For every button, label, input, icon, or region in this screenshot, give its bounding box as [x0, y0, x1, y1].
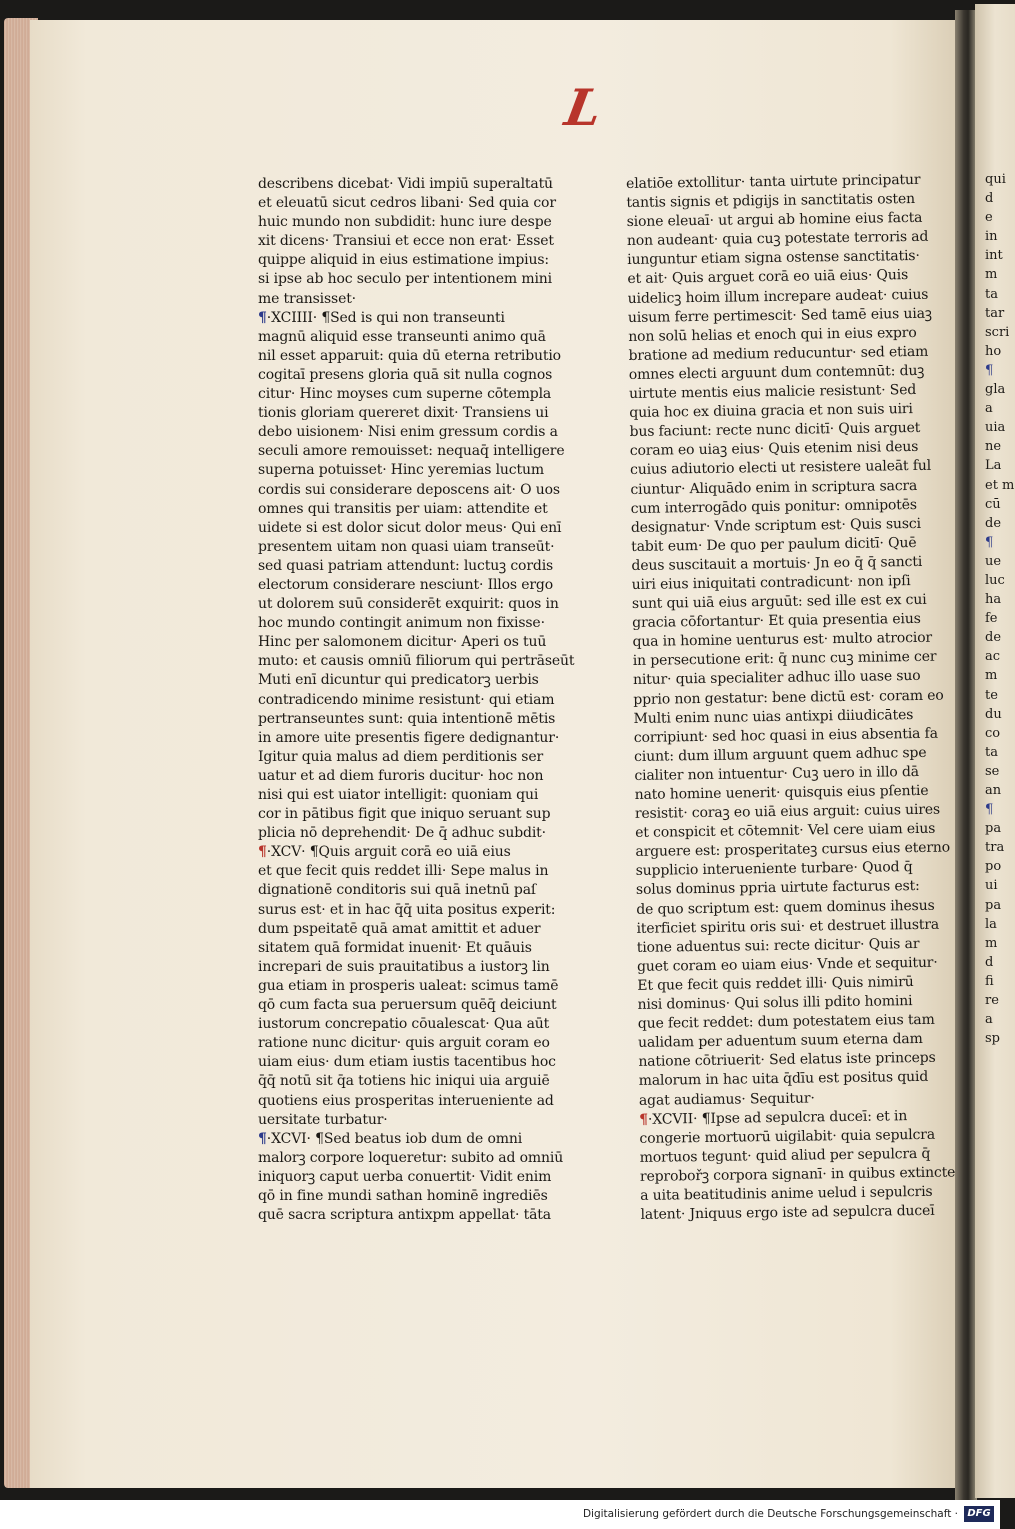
margin-fragment: ta: [985, 286, 998, 302]
text-line: tionis gloriam quereret dixit· Transiens ui: [258, 405, 549, 422]
text-line: uiri eius iniquitati contradicunt· non ipſi: [631, 573, 911, 593]
text-column-left: [258, 175, 575, 1225]
pilcrow-mark: ¶: [258, 1130, 267, 1147]
margin-fragment: du: [985, 706, 1002, 722]
text-line: me transisset·: [258, 290, 356, 307]
text-line: uidelicꝫ hoim illum increpare audeat· cuius: [627, 286, 929, 307]
text-line: cordis sui considerare deposcens ait· O uos: [258, 481, 560, 498]
text-line: uisum ferre pertimescit· Sed tamē eius uiaꝫ: [627, 305, 932, 326]
pilcrow-mark: ¶: [258, 844, 267, 861]
text-line: nisi qui est uiator intelligit: quoniam qui: [258, 787, 539, 803]
text-line: surus est· et in hac q̄q̄ uita positus experit:: [258, 901, 556, 918]
text-line: nato homine uenerit· quisquis eius pſentie: [634, 782, 929, 803]
text-line: ciuntur· Aliquādo enim in scriptura sacra: [630, 477, 918, 498]
footer-credit: Digitalisierung gefördert durch die Deutsche Forschungsgemeinschaft ·: [582, 1508, 958, 1520]
text-line: seculi amore remouisset: nequaq̄ intelligere: [258, 443, 565, 460]
gutter-shadow: [955, 10, 977, 1500]
text-line: Multi enim nunc uias antixpi diiudicātes: [633, 706, 914, 727]
margin-fragment: fi: [985, 973, 994, 989]
text-line: coram eo uiaꝫ eius· Quis etenim nisi deus: [629, 439, 919, 460]
text-line: gracia cōfortantur· Et quia presentia eius: [632, 611, 921, 632]
pilcrow-mark: ¶: [639, 1111, 649, 1128]
text-line: et eleuatū sicut cedros libani· Sed quia cor: [258, 195, 556, 212]
text-line: ut dolorem suū considerēt exquirit: quos in: [258, 596, 559, 613]
text-line: debo uisionem· Nisi enim gressum cordis a: [258, 424, 558, 441]
margin-fragment: gla: [985, 382, 1006, 398]
chapter-heading-text: ·XCVI· ¶Sed beatus iob dum de omni: [266, 1130, 523, 1147]
text-line: uersitate turbatur·: [258, 1111, 388, 1128]
text-line: iunguntur etiam signa ostense sanctitatis·: [627, 248, 920, 269]
text-line: sitatem quā formidat inuenit· Et quāuis: [258, 939, 532, 956]
text-line: plicia nō deprehendit· De q̄ adhuc subdit·: [258, 825, 546, 842]
text-line: electorum considerare nesciunt· Illos ergo: [258, 576, 554, 593]
text-line: dum pspeitatē quā amat amittit et aduer: [258, 920, 541, 937]
pilcrow-mark: ¶: [258, 309, 267, 326]
margin-fragment: ac: [985, 649, 1001, 665]
text-line: ualidam per aduentum suum eterna dam: [638, 1031, 923, 1052]
chapter-heading-text: ·XCVII· ¶Ipse ad sepulcra duceī: et in: [647, 1107, 908, 1128]
text-line: qō cum facta sua peruersum quēq̄ deiciunt: [258, 997, 557, 1014]
text-line: de quo scriptum est: quem dominus ihesus: [636, 897, 935, 918]
margin-fragment: ¶: [985, 362, 994, 378]
text-line: citur· Hinc moyses cum superne cōtempla: [258, 386, 552, 403]
text-line: q̄q̄ notū sit q̄a totiens hic iniqui uia arguiē: [258, 1073, 550, 1090]
margin-fragment: an: [985, 783, 1002, 798]
text-line: presentem uitam non quasi uiam transeūt·: [258, 538, 555, 555]
margin-fragment: uia: [985, 420, 1006, 436]
text-line: reprobořꝫ corpora signanī· in quibus extincte: [639, 1164, 956, 1185]
chapter-heading-text: ·XCV· ¶Quis arguit corā eo uiā eius: [266, 844, 511, 861]
margin-fragment: qui: [985, 172, 1006, 187]
text-line: xit dicens· Transiui et ecce non erat· Esset: [258, 233, 554, 250]
text-line: si ipse ab hoc seculo per intentionem mini: [258, 271, 552, 288]
text-line: contradicendo minime resistunt· qui etiam: [258, 691, 555, 708]
text-line: dignationē conditoris sui quā inetnū paſ: [258, 882, 536, 899]
text-line: iustorum concrepatio cōualescat· Qua aūt: [258, 1016, 550, 1033]
text-line: a uita beatitudinis anime uelud i sepulcris: [640, 1183, 933, 1204]
text-line: quotiens eius prosperitas interueniente ad: [258, 1092, 554, 1109]
text-line: omnes electi arguunt dum contemnūt: duꝫ: [628, 362, 925, 383]
text-line: Muti enī dicuntur qui predicatorꝫ uerbis: [258, 672, 539, 689]
margin-fragment: ¶: [985, 534, 994, 550]
text-line: uiam eius· dum etiam iustis tacentibus hoc: [258, 1054, 556, 1071]
text-line: sed quasi patriam attendunt: luctuꝫ cordis: [258, 557, 554, 574]
text-line: muto: et causis omniū filiorum qui pertrāseūt: [258, 653, 575, 670]
margin-fragment: e: [985, 210, 993, 226]
text-line: magnū aliquid esse transeunti animo quā: [258, 328, 546, 345]
text-column-right: [626, 171, 956, 1225]
text-line: bratione ad medium reducuntur· sed etiam: [628, 343, 929, 364]
text-line: iterficiet spiritu oris sui· et destruet illustra: [636, 916, 940, 937]
margin-fragment: co: [985, 725, 1001, 741]
margin-fragment: tar: [985, 305, 1005, 321]
text-line: nitur· quia specialiter adhuc illo uase suo: [632, 668, 921, 689]
margin-fragment: ¶: [985, 802, 994, 818]
text-line: arguere est: prosperitateꝫ cursus eius eterno: [635, 839, 951, 861]
text-line: Et que fecit quis reddet illi· Quis nimirū: [637, 974, 914, 994]
margin-fragment: d: [985, 954, 994, 970]
text-line: ciunt: dum illum arguunt quem adhuc spe: [634, 744, 927, 765]
margin-fragment: ta: [985, 744, 998, 760]
margin-fragment: La: [985, 458, 1002, 474]
text-line: cogitaī presens gloria quā sit nulla cognos: [258, 366, 553, 383]
text-line: tione aduentus sui: recte dicitur· Quis ar: [636, 935, 920, 956]
margin-fragment: ne: [985, 439, 1002, 455]
text-line: solus dominus ppria uirtute facturus est:: [635, 878, 920, 899]
text-line: describens dicebat· Vidi impiū superaltatū: [258, 176, 553, 192]
margin-fragment: in: [985, 229, 998, 245]
margin-fragment: re: [985, 993, 999, 1009]
text-line: nil esset apparuit: quia dū eterna retributio: [258, 347, 561, 364]
margin-fragment: m: [985, 668, 998, 684]
text-line: guet coram eo uiam eius· Vnde et sequitur·: [636, 954, 938, 975]
text-line: elatiōe extollitur· tanta uirtute principatur: [626, 171, 921, 192]
margin-fragment: pa: [985, 897, 1002, 913]
text-line: superna potuisset· Hinc yeremias luctum: [258, 462, 544, 479]
text-line: et conspicit et cōtemnit· Vel cere uiam eius: [635, 820, 936, 842]
text-line: sunt qui uiā eius arguūt: sed ille est ex cui: [631, 591, 927, 613]
text-line: agat audiamus· Sequitur·: [638, 1089, 815, 1109]
margin-fragment: m: [985, 935, 998, 951]
text-line: bus faciunt: recte nunc dicitī· Quis arguet: [629, 420, 921, 441]
margin-fragment: de: [985, 515, 1002, 531]
margin-fragment: ue: [985, 553, 1002, 569]
text-line: quippe aliquid in eius estimatione impius:: [258, 252, 549, 269]
margin-fragment: pa: [985, 821, 1002, 837]
text-line: mortuos tegunt· quid aliud per sepulcra q̄: [639, 1145, 931, 1166]
margin-fragment: int: [985, 248, 1003, 264]
text-line: sione eleuaī· ut argui ab homine eius facta: [626, 210, 923, 231]
text-line: et ait· Quis arguet corā eo uiā eius· Quis: [627, 267, 909, 288]
text-line: iniquorꝫ caput uerba conuertit· Vidit enim: [258, 1168, 552, 1185]
margin-fragment: ui: [985, 878, 998, 894]
text-line: uatur et ad diem furoris ducitur· hoc non: [258, 767, 544, 784]
text-line: uirtute mentis eius malicie resistunt· Sed: [628, 382, 917, 403]
text-line: [258, 1130, 568, 1149]
margin-fragment: luc: [985, 572, 1005, 588]
text-line: tabit eum· De quo per paulum dicitī· Quē: [631, 534, 917, 555]
margin-fragment: se: [985, 763, 1000, 779]
margin-fragment: m: [985, 267, 998, 283]
text-line: gua etiam in prosperis ualeat: scimus tamē: [258, 977, 559, 994]
text-line: non audeant· quia cuꝫ potestate terroris ad: [626, 229, 929, 250]
text-line: in amore uite presentis figere dedignantur·: [258, 729, 560, 746]
margin-fragment: ha: [985, 592, 1002, 608]
text-line: corripiunt· sed hoc quasi in eius absentia fa: [633, 725, 938, 746]
text-line: cuius adiutorio electi ut resistere ualeāt ful: [630, 458, 932, 479]
next-page-margin-text: [985, 170, 1015, 1048]
text-line: qō in fine mundi sathan hominē ingrediēs: [258, 1187, 548, 1204]
text-line: cum interrogādo quis ponitur: omnipotēs: [630, 496, 918, 517]
margin-fragment: la: [985, 916, 997, 932]
text-line: huic mundo non subdidit: hunc iure despe: [258, 214, 552, 231]
text-line: nisi dominus· Qui solus illi pdito homini: [637, 993, 913, 1013]
text-line: in persecutione erit: q̄ nunc cuꝫ minime cer: [632, 649, 937, 670]
margin-fragment: d: [985, 191, 994, 207]
margin-fragment: scri: [985, 324, 1010, 340]
text-line: uidete si est dolor sicut dolor meus· Qui enī: [258, 519, 562, 536]
text-line: increpari de suis prauitatibus a iustorꝫ lin: [258, 958, 550, 975]
chapter-heading-text: ·XCIIII· ¶Sed is qui non transeunti: [266, 309, 505, 326]
text-line: malorum in hac uita q̄dīu est positus quid: [638, 1069, 929, 1090]
text-line: ratione nunc dicitur· quis arguit coram eo: [258, 1035, 550, 1052]
margin-fragment: sp: [985, 1031, 1000, 1047]
text-line: [258, 309, 568, 328]
text-line: deus suscitauit a mortuis· Jn eo q̄ q̄ sancti: [631, 553, 923, 574]
text-line: tantis signis et pdigijs in sanctitatis osten: [626, 191, 916, 212]
text-line: congerie mortuorū uigilabit· quia sepulcra: [639, 1126, 936, 1147]
margin-fragment: a: [985, 401, 993, 417]
text-line: que fecit reddet: dum potestatem eius tam: [637, 1011, 935, 1033]
margin-fragment: a: [985, 1012, 993, 1028]
margin-fragment: fe: [985, 611, 998, 627]
margin-fragment: ho: [985, 343, 1002, 359]
text-line: omnes qui transitis per uiam: attendite et: [258, 500, 548, 517]
text-line: supplicio interueniente turbare· Quod q̄: [635, 859, 913, 880]
text-line: resistit· coraꝫ eo uiā eius arguit: cuius uires: [634, 801, 941, 823]
margin-fragment: et m: [985, 477, 1015, 493]
text-line: pprio non gestatur: bene dictū est· coram eo: [633, 687, 944, 708]
margin-fragment: tra: [985, 840, 1005, 856]
text-line: Hinc per salomonem dicitur· Aperi os tuū: [258, 634, 547, 651]
text-line: quē sacra scriptura antixpm appellat· tāta: [258, 1207, 551, 1224]
text-line: [258, 843, 568, 862]
text-line: Igitur quia malus ad diem perditionis ser: [258, 748, 544, 765]
text-line: quia hoc ex diuina gracia et non suis uiri: [629, 401, 913, 422]
text-line: hoc mundo contingit animum non fixisse·: [258, 615, 545, 632]
text-line: designatur· Vnde scriptum est· Quis susci: [630, 515, 921, 536]
margin-fragment: de: [985, 630, 1002, 646]
text-line: cialiter non intuentur· Cuꝫ uero in illo dā: [634, 763, 920, 784]
margin-fragment: po: [985, 859, 1002, 875]
footer-bar: [0, 1500, 1000, 1529]
text-line: non solū helias et enoch qui in eius expro: [628, 324, 917, 345]
dfg-logo: DFG: [964, 1506, 994, 1522]
text-line: latent· Jniquus ergo iste ad sepulcra duceī: [640, 1202, 935, 1223]
text-line: cor in pātibus figit que iniquo seruant sup: [258, 806, 551, 823]
text-line: qua in homine uenturus est· multo atrocior: [632, 630, 933, 651]
margin-fragment: cū: [985, 496, 1001, 512]
text-line: malorꝫ corpore loqueretur: subito ad omniū: [258, 1149, 564, 1166]
text-line: et que fecit quis reddet illi· Sepe malus in: [258, 863, 549, 880]
margin-fragment: te: [985, 687, 998, 703]
text-line: pertranseuntes sunt: quia intentionē mētis: [258, 710, 556, 727]
folio-letter: L: [560, 78, 607, 137]
text-line: natione cōtriuerit· Sed elatus iste princeps: [638, 1050, 936, 1071]
